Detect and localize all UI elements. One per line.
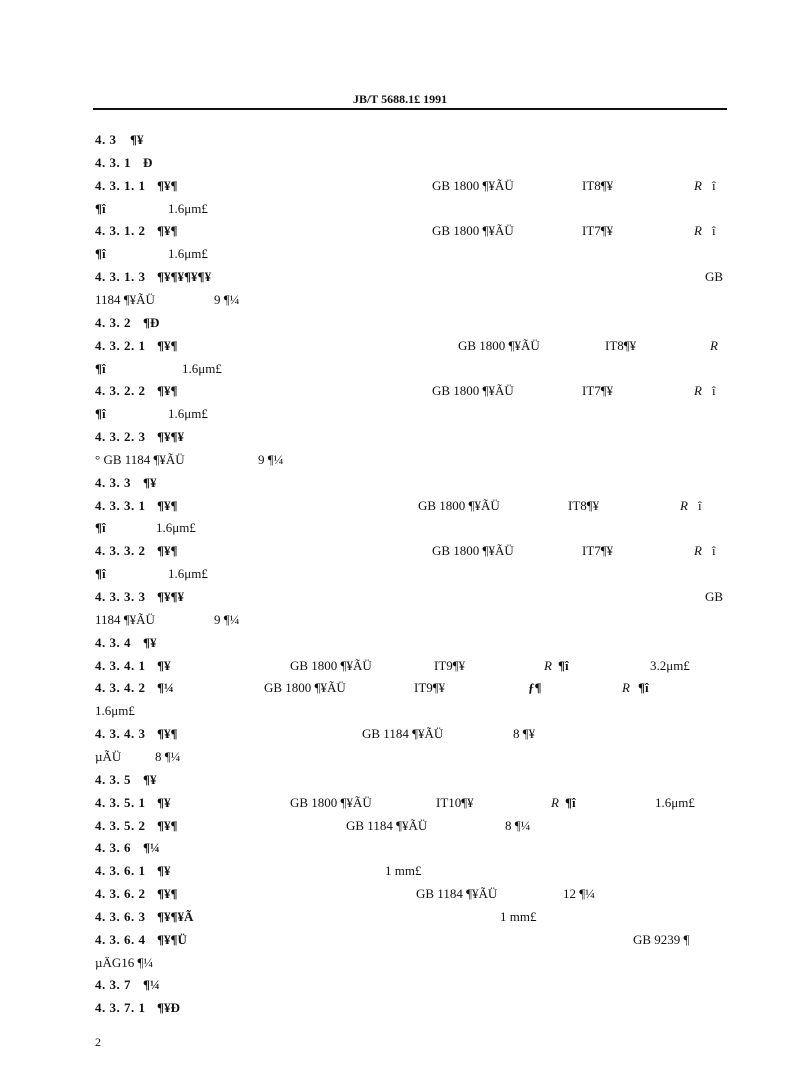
text-segment: IT7¶¥ [582,223,614,239]
text-segment: R [694,543,702,559]
text-segment: ¶¥¶ [157,383,178,399]
text-segment: ¶î [558,657,569,673]
text-segment: ¶¥ [130,132,144,147]
text-segment: R [694,223,702,239]
clause-number: 4. 3. 5 [95,771,131,787]
clause-number: 4. 3. 1. 1 [95,177,146,193]
clause-number: 4. 3. 1. 3 [95,269,146,285]
text-segment: 12 ¶¼ [563,886,595,902]
text-segment: R [680,497,688,513]
text-segment: ¶¥¶¥ [157,589,185,604]
text-segment: IT7¶¥ [582,543,614,559]
text-segment: 1184 ¶¥ÃÜ [95,291,155,307]
text-segment: ¶î [95,566,106,582]
text-segment: ¶¥ [143,474,157,490]
text-line [0,131,800,151]
text-segment: ¶î [565,794,576,810]
text-segment: ¶î [638,680,649,696]
text-segment: 1.6μm£ [655,794,695,810]
clause-number: 4. 3. 2. 3 [95,429,146,445]
text-line [0,931,800,951]
clause-number: 4. 3. 3 [95,474,131,490]
text-segment: ¶¥Ð [157,1000,180,1016]
text-segment: ¶¥¶Ü [157,931,187,947]
text-line [0,497,800,517]
clause-number: 4. 3. 4 [95,634,131,650]
text-segment: GB 1800 ¶¥ÃÜ [432,177,514,193]
clause-number: 4. 3. 3. 2 [95,543,146,559]
text-segment: ¶¼ [143,840,160,856]
text-segment: ¶Ð [143,314,160,330]
text-segment: ¶¥¶ [157,337,178,353]
text-segment: 1.6μm£ [95,703,135,719]
text-segment: GB 1800 ¶¥ÃÜ [432,223,514,239]
text-segment: 1184 ¶¥ÃÜ [95,611,155,627]
text-segment: 9 ¶¼ [214,611,240,627]
clause-number: 4. 3. 5. 2 [95,817,146,833]
text-segment: ¶¥¶ [157,497,178,513]
text-line [0,177,800,197]
text-segment: ¶¥¶ [157,886,178,902]
text-segment: IT9¶¥ [414,680,446,696]
text-line [0,588,800,608]
text-segment: GB 1800 ¶¥ÃÜ [264,680,346,696]
text-line [0,337,800,357]
clause-number: 4. 3. 6. 3 [95,908,146,924]
clause-number: 4. 3. 3. 3 [95,589,146,604]
text-segment: ¶¥¶¥Ã [157,908,194,924]
clause-number: 4. 3. 7. 1 [95,1000,146,1016]
text-line [0,976,800,996]
clause-number: 4. 3. 6. 1 [95,863,146,879]
text-segment: IT8¶¥ [568,497,600,513]
text-line [0,222,800,242]
text-segment: 3.2μm£ [650,657,690,673]
text-line [0,839,800,859]
text-segment: 1.6μm£ [156,520,196,536]
clause-number: 4. 3. 4. 1 [95,657,146,673]
text-segment: ¶¥ [157,657,171,673]
text-segment: GB 1184 ¶¥ÃÜ [362,726,444,742]
text-segment: ¶¥¶¥ [157,429,185,445]
text-line [0,519,800,539]
text-line [0,405,800,425]
text-segment: GB 1800 ¶¥ÃÜ [290,657,372,673]
text-segment: ¶¼ [157,680,174,696]
text-line [0,360,800,380]
text-line [0,291,800,311]
clause-number: 4. 3. 2 [95,314,131,330]
text-line [0,862,800,882]
text-segment: 1 mm£ [500,908,537,924]
clause-number: 4. 3. 7 [95,977,131,993]
clause-number: 4. 3. 6 [95,840,131,856]
text-segment: µÄG16 ¶¼ [95,954,154,970]
text-segment: 8 ¶¼ [505,817,531,833]
text-line [0,474,800,494]
text-segment: R [544,657,552,673]
text-segment: ¶î [95,246,106,262]
text-segment: R [622,680,630,696]
text-segment: ¶î [95,360,106,376]
text-line [0,725,800,745]
text-segment: ¶î [95,200,106,216]
text-line [0,245,800,265]
text-segment: 1.6μm£ [182,360,222,376]
clause-number: 4. 3. 2. 2 [95,383,146,399]
text-line [0,200,800,220]
text-line [0,268,800,288]
text-line [0,382,800,402]
text-segment: IT7¶¥ [582,383,614,399]
text-segment: 1.6μm£ [168,246,208,262]
text-segment: R [694,383,702,399]
clause-number: 4. 3 [95,132,117,147]
page-number: 2 [95,1035,101,1049]
text-segment: ° GB 1184 ¶¥ÃÜ [95,451,185,467]
text-segment: µÃÜ [95,748,122,764]
clause-number: 4. 3. 1. 2 [95,223,146,239]
text-segment: GB 1800 ¶¥ÃÜ [432,383,514,399]
text-segment: IT9¶¥ [434,657,466,673]
text-segment: IT8¶¥ [582,177,614,193]
text-line [0,657,800,677]
text-line [0,908,800,928]
header-rule [93,108,727,110]
text-line [0,428,800,448]
text-line [0,611,800,631]
text-segment: 9 ¶¼ [214,291,240,307]
text-segment: GB 1800 ¶¥ÃÜ [432,543,514,559]
text-segment: ƒ¶ [528,680,542,696]
text-segment: ¶¥¶ [157,726,178,742]
text-segment: ¶¼ [143,977,160,993]
clause-number: 4. 3. 4. 3 [95,726,146,742]
text-segment: î [712,177,716,193]
text-line [0,679,800,699]
text-segment: î [712,223,716,239]
text-segment: GB 9239 ¶ [633,931,690,947]
text-segment: 1.6μm£ [168,566,208,582]
text-segment: ¶¥¶ [157,543,178,559]
clause-number: 4. 3. 6. 2 [95,886,146,902]
text-line [0,748,800,768]
text-segment: ¶¥ [143,634,157,650]
text-segment: 8 ¶¼ [155,748,181,764]
text-line [0,771,800,791]
text-segment: GB [705,269,724,285]
text-segment: R [710,337,718,353]
text-segment: ¶¥ [143,771,157,787]
text-segment: ¶¥¶¥¶¥¶¥ [157,269,212,285]
clause-number: 4. 3. 5. 1 [95,794,146,810]
text-line [0,451,800,471]
text-segment: R [551,794,559,810]
text-segment: ¶¥¶ [157,223,178,239]
text-line [0,885,800,905]
text-segment: GB 1800 ¶¥ÃÜ [418,497,500,513]
text-segment: GB 1184 ¶¥ÃÜ [416,886,498,902]
text-segment: 1.6μm£ [168,406,208,422]
text-line [0,794,800,814]
text-segment: ¶î [95,520,106,536]
text-line [0,817,800,837]
text-segment: IT10¶¥ [436,794,474,810]
text-line [0,634,800,654]
text-segment: ¶¥ [157,863,171,879]
page-header-title: JB/T 5688.1£ 1991 [352,92,448,106]
text-segment: î [712,383,716,399]
text-segment: IT8¶¥ [605,337,637,353]
text-segment: Ð [143,154,153,170]
text-segment: ¶¥¶ [157,817,178,833]
clause-number: 4. 3. 3. 1 [95,497,146,513]
text-segment: 9 ¶¼ [258,451,284,467]
clause-number: 4. 3. 2. 1 [95,337,146,353]
clause-number: 4. 3. 4. 2 [95,680,146,696]
text-segment: R [694,177,702,193]
text-segment: GB 1800 ¶¥ÃÜ [458,337,540,353]
text-segment: GB 1184 ¶¥ÃÜ [346,817,428,833]
text-line [0,999,800,1019]
text-line [0,154,800,174]
text-segment: GB 1800 ¶¥ÃÜ [290,794,372,810]
clause-number: 4. 3. 6. 4 [95,931,146,947]
text-segment: ¶¥¶ [157,177,178,193]
text-segment: î [712,543,716,559]
text-segment: 1 mm£ [385,863,422,879]
text-segment: 8 ¶¥ [513,726,536,742]
text-segment: î [698,497,702,513]
text-line [0,954,800,974]
clause-number: 4. 3. 1 [95,154,131,170]
text-line [0,314,800,334]
text-segment: ¶¥ [157,794,171,810]
text-line [0,542,800,562]
text-segment: 1.6μm£ [168,200,208,216]
text-line [0,565,800,585]
text-segment: ¶î [95,406,106,422]
text-segment: GB [705,589,724,604]
text-line [0,702,800,722]
